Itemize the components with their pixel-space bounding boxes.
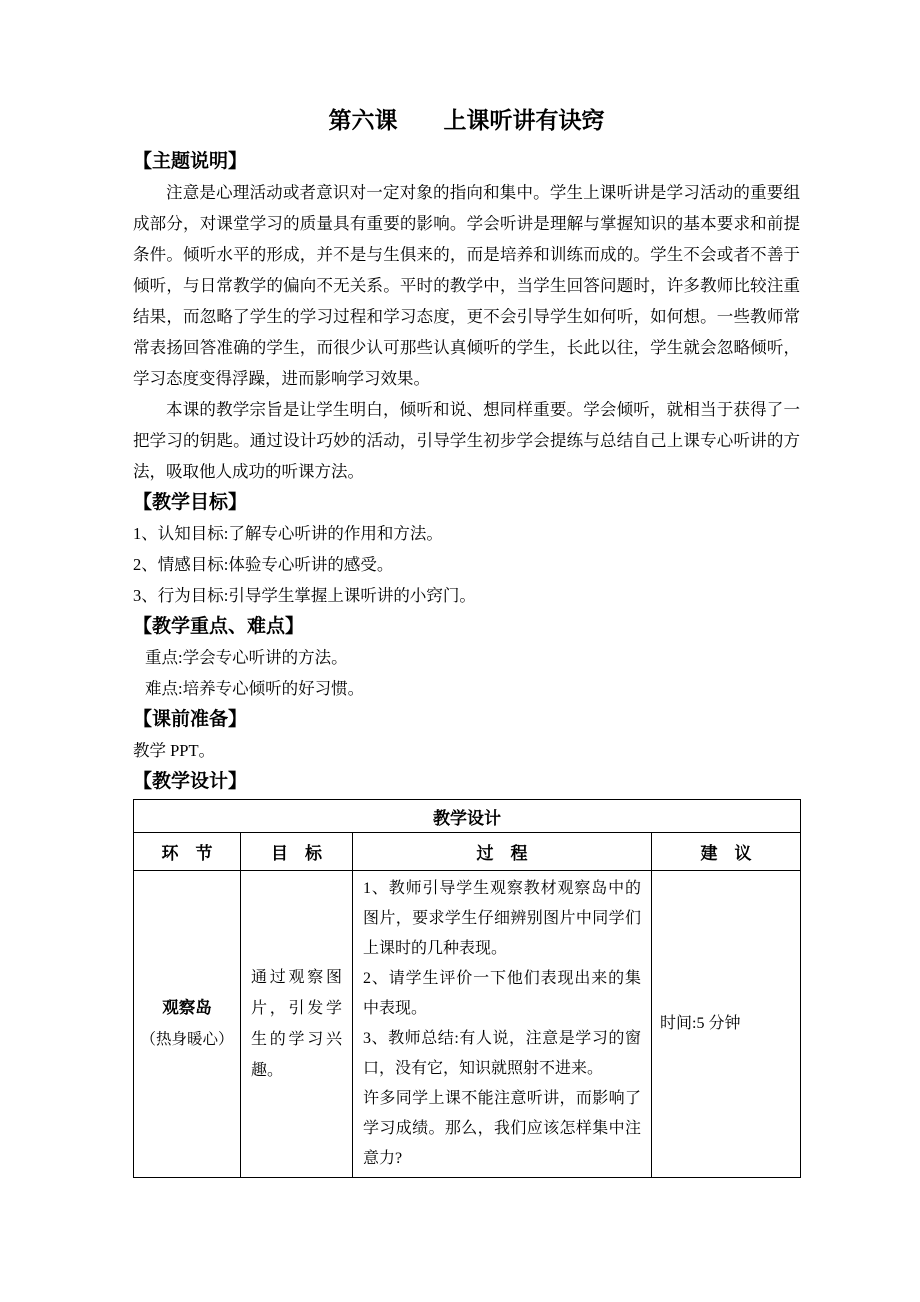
section-heading-objectives: 【教学目标】 [133, 492, 248, 513]
preparation-text: 教学 PPT。 [133, 741, 216, 760]
goal-cell: 通过观察图片，引发学生的学习兴趣。 [241, 871, 353, 1178]
section-heading-design: 【教学设计】 [133, 771, 248, 792]
document-content [133, 104, 800, 1178]
process-note: 许多同学上课不能注意听讲，而影响了学习成绩。那么，我们应该怎样集中注意力? [363, 1090, 641, 1167]
column-header-process: 过 程 [353, 833, 652, 871]
objective-item-1: 1、认知目标:了解专心听讲的作用和方法。 [133, 524, 443, 543]
stage-name: 观察岛 [162, 999, 212, 1017]
difficult-point-item: 难点:培养专心倾听的好习惯。 [145, 679, 365, 698]
column-header-stage: 环 节 [134, 833, 241, 871]
stage-subtitle: （热身暖心） [140, 1031, 234, 1048]
suggestion-cell: 时间:5 分钟 [652, 871, 801, 1178]
process-step-1: 1、教师引导学生观察教材观察岛中的图片，要求学生仔细辨别图片中同学们上课时的几种表现。 [363, 880, 641, 957]
objective-item-2: 2、情感目标:体验专心听讲的感受。 [133, 555, 394, 574]
stage-cell [134, 871, 241, 1178]
process-cell [353, 871, 652, 1178]
section-heading-key-points: 【教学重点、难点】 [133, 616, 305, 637]
process-step-3: 3、教师总结:有人说，注意是学习的窗口，没有它，知识就照射不进来。 [363, 1030, 641, 1077]
table-row [134, 871, 801, 1178]
teaching-design-table [133, 799, 801, 1178]
section-heading-preparation: 【课前准备】 [133, 709, 248, 730]
objective-item-3: 3、行为目标:引导学生掌握上课听讲的小窍门。 [133, 586, 476, 605]
key-point-item: 重点:学会专心听讲的方法。 [145, 648, 348, 667]
table-header-row [134, 833, 801, 871]
process-step-2: 2、请学生评价一下他们表现出来的集中表现。 [363, 970, 641, 1017]
table-title: 教学设计 [134, 800, 801, 833]
column-header-goal: 目 标 [241, 833, 353, 871]
column-header-suggestion: 建 议 [652, 833, 801, 871]
page-title: 第六课 上课听讲有诀窍 [328, 107, 605, 133]
topic-paragraph-2: 本课的教学宗旨是让学生明白，倾听和说、想同样重要。学会倾听，就相当于获得了一把学习的钥匙。通过设计巧妙的活动，引导学生初步学会提练与总结自己上课专心听讲的方法，吸取他人成功的听课方法。 [133, 400, 800, 481]
section-heading-topic: 【主题说明】 [133, 151, 248, 172]
table-title-row [134, 800, 801, 833]
topic-paragraph-1: 注意是心理活动或者意识对一定对象的指向和集中。学生上课听讲是学习活动的重要组成部分，对课堂学习的质量具有重要的影响。学会听讲是理解与掌握知识的基本要求和前提条件。倾听水平的形成，并不是与生俱来的，而是培养和训练而成的。学生不会或者不善于倾听，与日常教学的偏向不无关系。平时的教学中，当学生回答问题时，许多教师比较注重结果，而忽略了学生的学习过程和学习态度，更不会引导学生如何听，如何想。一些教师常常表扬回答准确的学生，而很少认可那些认真倾听的学生，长此以往，学生就会忽略倾听，学习态度变得浮躁，进而影响学习效果。 [133, 183, 800, 388]
